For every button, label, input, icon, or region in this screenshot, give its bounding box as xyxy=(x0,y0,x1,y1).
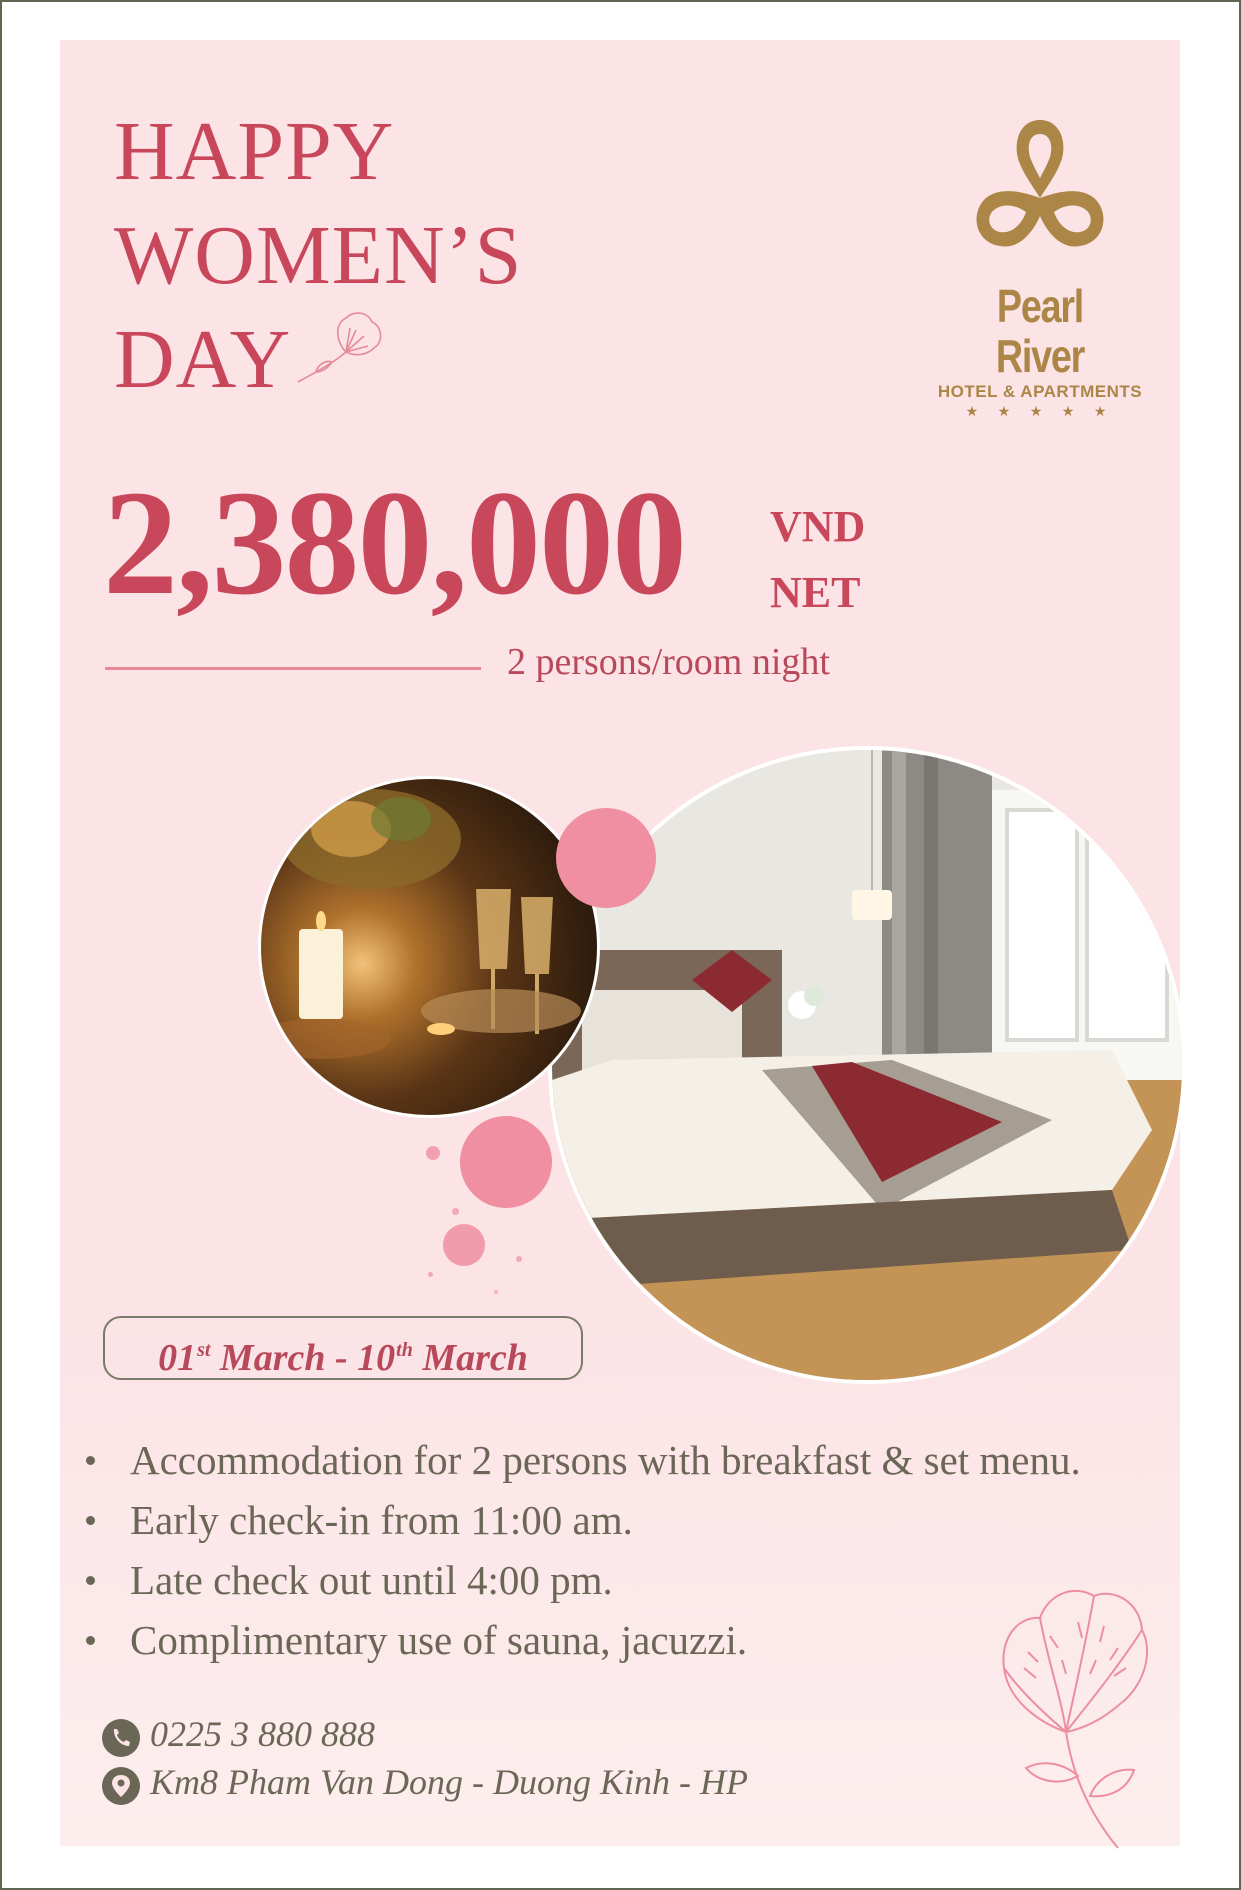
decorative-bubble-small xyxy=(443,1224,485,1266)
offer-unit: 2 persons/room night xyxy=(507,641,830,683)
start-month: March - xyxy=(219,1337,348,1379)
inclusion-text: Complimentary use of sauna, jacuzzi. xyxy=(130,1617,748,1663)
pearl-river-logo-icon xyxy=(960,112,1120,272)
phone-icon xyxy=(102,1719,140,1757)
location-pin-icon xyxy=(102,1767,140,1805)
logo-name: Pearl River xyxy=(995,280,1085,382)
logo-subtitle: HOTEL & APARTMENTS xyxy=(937,382,1143,401)
decorative-bubble-medium xyxy=(460,1116,552,1208)
list-item xyxy=(80,1430,1081,1490)
bullet-icon xyxy=(86,1456,95,1465)
inclusion-text: Accommodation for 2 persons with breakfast & set menu. xyxy=(130,1437,1081,1483)
offer-currency xyxy=(770,494,865,626)
end-month: March xyxy=(422,1337,528,1379)
candlelight-dinner-photo xyxy=(258,776,600,1118)
net-label: NET xyxy=(770,568,861,617)
flower-icon xyxy=(978,1582,1158,1852)
decorative-dot xyxy=(452,1208,459,1215)
contact-address[interactable] xyxy=(102,1760,748,1805)
date-range-badge xyxy=(103,1316,583,1380)
start-suffix: st xyxy=(197,1339,211,1361)
list-item xyxy=(80,1610,1081,1670)
currency-label: VND xyxy=(770,502,866,551)
decorative-bubble-large xyxy=(556,808,656,908)
end-suffix: th xyxy=(396,1339,413,1361)
date-range-text xyxy=(105,1318,581,1390)
offer-price: 2,380,000 xyxy=(103,460,685,626)
decorative-dot xyxy=(428,1272,433,1277)
inclusions-list xyxy=(80,1430,1081,1670)
decorative-dot xyxy=(494,1290,498,1294)
brand-logo xyxy=(930,112,1150,423)
dinner-illustration xyxy=(261,779,597,1115)
phone-number: 0225 3 880 888 xyxy=(150,1714,375,1754)
address-text: Km8 Pham Van Dong - Duong Kinh - HP xyxy=(150,1762,748,1802)
contact-phone[interactable] xyxy=(102,1712,375,1757)
bullet-icon xyxy=(86,1636,95,1645)
headline-line-1: HAPPY xyxy=(114,105,395,198)
end-day: 10 xyxy=(357,1337,396,1379)
logo-stars: ★ ★ ★ ★ ★ xyxy=(965,405,1115,420)
list-item xyxy=(80,1490,1081,1550)
small-flower-icon xyxy=(296,306,386,386)
bullet-icon xyxy=(86,1516,95,1525)
decorative-dot xyxy=(426,1146,440,1160)
inclusion-text: Early check-in from 11:00 am. xyxy=(130,1497,633,1543)
start-day: 01 xyxy=(158,1337,197,1379)
list-item xyxy=(80,1550,1081,1610)
inclusion-text: Late check out until 4:00 pm. xyxy=(130,1557,613,1603)
bullet-icon xyxy=(86,1576,95,1585)
headline-line-2: WOMEN’S xyxy=(114,209,523,302)
headline-line-3: DAY xyxy=(114,313,292,406)
price-divider xyxy=(105,667,481,670)
decorative-dot xyxy=(516,1256,522,1262)
